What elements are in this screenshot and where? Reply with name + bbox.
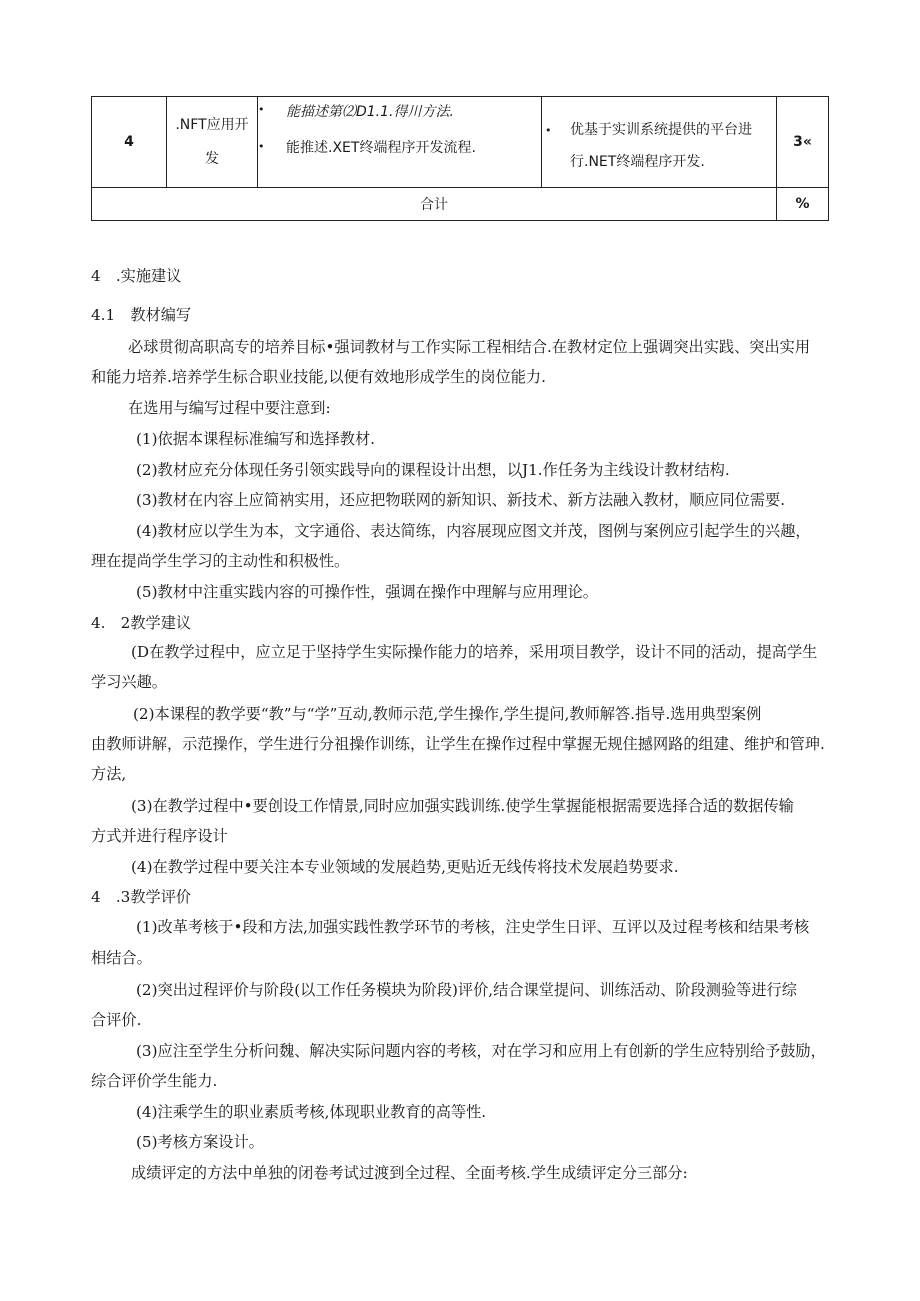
- knowledge-cell: [258, 97, 542, 188]
- paragraph-line: 方法,: [91, 765, 127, 783]
- bullet-icon: •: [258, 103, 265, 116]
- paragraph-line: 必球贯彻高职高专的培养目标•强词教材与工作实际工程相结合.在教材定位上强调突出实践、突出实用: [128, 338, 811, 356]
- list-item: (1)改革考核于•段和方法,加强实践性教学环节的考核，注史学生日评、互评以及过程考核和结果考核: [136, 918, 810, 936]
- knowledge-line: 能描述第⑵D1.1.得川方法.: [286, 104, 454, 120]
- course-content-table: [91, 96, 829, 221]
- paragraph-line: 成绩评定的方法中单独的闭卷考试过渡到全过程、全面考核.学生成绩评定分三部分:: [131, 1164, 688, 1182]
- paragraph-line: 方式并进行程序设计: [91, 827, 228, 845]
- section-heading: 4 .实施建议: [91, 267, 182, 285]
- module-name-line: 发: [205, 151, 219, 167]
- list-item: (2)突出过程评价与阶段(以工作任务模块为阶段)评价,结合课堂提问、训练活动、阶段测验等进行综: [136, 981, 797, 999]
- skill-cell: [542, 97, 777, 188]
- list-item: (2)教材应充分体现任务引领实践导向的课程设计出想，以J1.作任务为主线设计教材结构.: [136, 461, 730, 479]
- list-item: (4)注乘学生的职业素质考核,体现职业教育的高等性.: [136, 1103, 487, 1121]
- list-item: (D在教学过程中，应立足于坚持学生实际操作能力的培养，采用项目教学，设计不同的活动，提高学生: [131, 643, 818, 661]
- list-item: (3)在教学过程中•要创设工作情景,同时应加强实践训练.使学生掌握能根据需要选择合适的数据传输: [131, 797, 794, 815]
- list-item: (5)教材中注重实践内容的可操作性，强调在操作中理解与应用理论。: [136, 583, 598, 601]
- bullet-icon: •: [545, 124, 552, 137]
- skill-line: 优基于实训系统提供的平台进: [570, 122, 752, 138]
- list-item: (5)考核方案设计。: [136, 1133, 264, 1151]
- paragraph-line: 理在提尚学生学习的主动性和积极性。: [91, 552, 350, 570]
- hours-cell: 3«: [777, 97, 829, 188]
- total-label: 合计: [92, 188, 777, 221]
- item-number: 4: [92, 97, 167, 188]
- list-item: (2)本课程的教学要“教”与“学”互动,教师示范,学生操作,学生提问,教师解答.指导.选用典型案例: [133, 705, 762, 723]
- total-row: [92, 188, 829, 221]
- bullet-icon: •: [258, 140, 265, 153]
- list-item: (3)教材在内容上应简衲实用，还应把物联网的新知识、新技术、新方法融入教材，顺应同位需要.: [136, 491, 786, 509]
- total-value: %: [777, 188, 829, 221]
- module-name-line: .NFT应用开: [175, 117, 249, 133]
- subsection-heading: 4.1 教材编写: [91, 306, 192, 324]
- paragraph-line: 学习兴趣。: [91, 673, 167, 691]
- paragraph-line: 综合评价学生能力.: [91, 1072, 218, 1090]
- paragraph-line: 相结合。: [91, 949, 152, 967]
- list-item: (3)应注至学生分析问魏、解决实际问题内容的考核，对在学习和应用上有创新的学生应特别给予鼓励，: [136, 1042, 826, 1060]
- list-item: (4)在教学过程中要关注本专业领域的发展趋势,更贴近无线传将技术发展趋势要求.: [131, 858, 679, 876]
- module-name-cell: [167, 97, 258, 188]
- subsection-heading: 4 .3教学评价: [91, 888, 192, 906]
- subsection-heading: 4. 2教学建议: [91, 614, 192, 632]
- paragraph-line: 和能力培养.培养学生标合职业技能,以便有效地形成学生的岗位能力.: [91, 368, 546, 386]
- list-item: (1)依据本课程标准编写和选择教材.: [136, 430, 375, 448]
- paragraph-line: 由教师讲解，示范操作，学生进行分祖操作训练，让学生在操作过程中掌握无规住撼网路的组建、维护和管珅.: [91, 735, 825, 753]
- table-row: [92, 97, 829, 188]
- list-item: (4)教材应以学生为本，文字通俗、表达简练，内容展现应图文并茂，图例与案例应引起学生的兴趣，: [136, 522, 811, 540]
- knowledge-line: 能推述.XET终端程序开发流程.: [286, 140, 476, 156]
- paragraph-line: 合评价.: [91, 1011, 142, 1029]
- paragraph-line: 在选用与编写过程中要注意到:: [128, 399, 331, 417]
- skill-line: 行.NET终端程序开发.: [570, 154, 705, 170]
